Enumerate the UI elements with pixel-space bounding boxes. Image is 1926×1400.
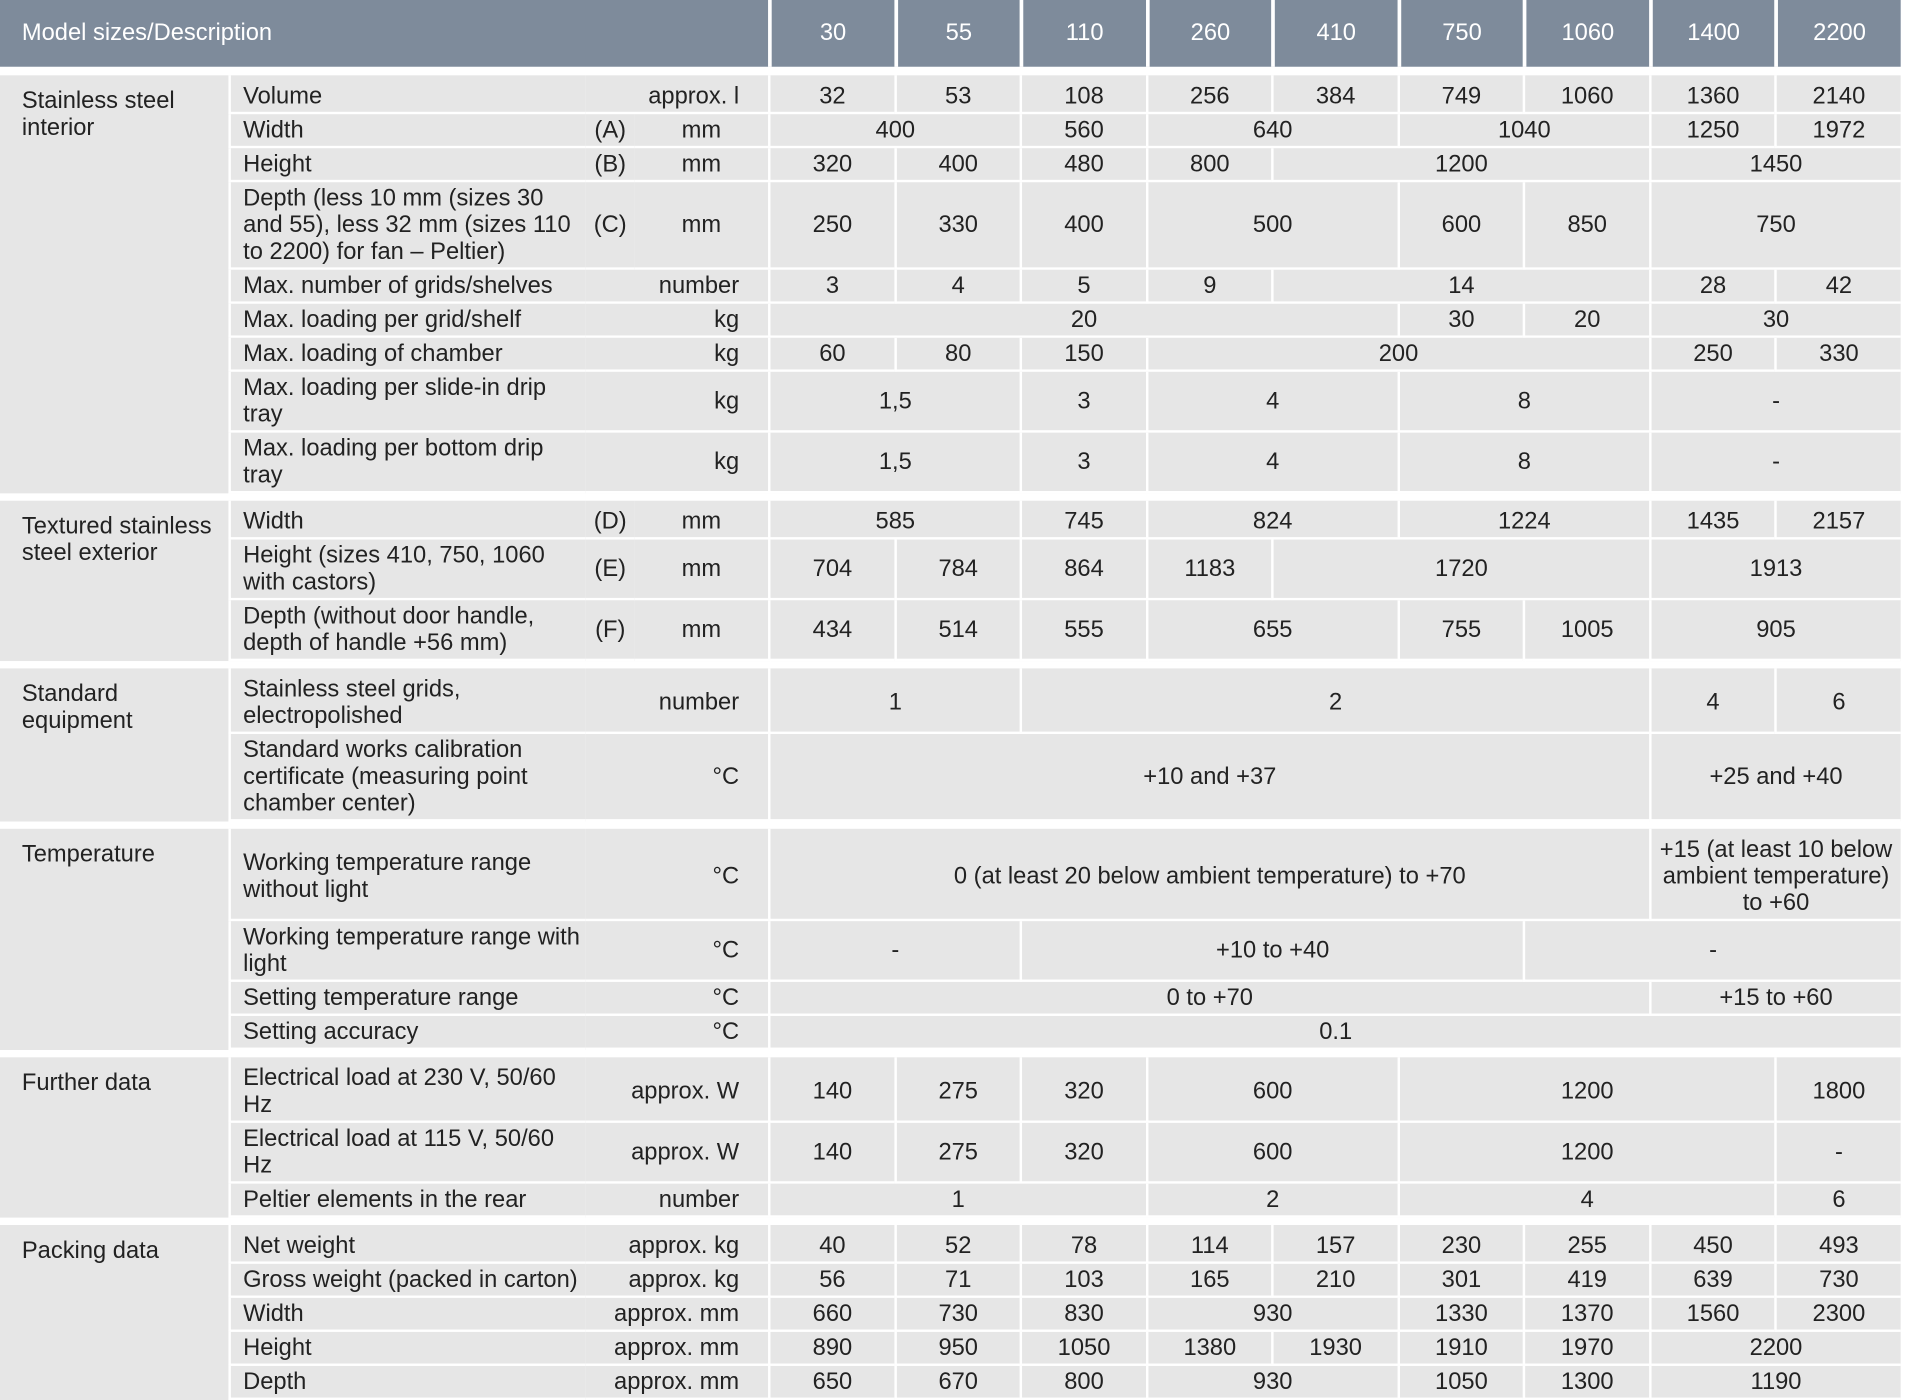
row-description: Stainless steel grids, electropolished [229, 668, 586, 734]
value-cell: 1250 [1649, 114, 1775, 148]
value-cell: 256 [1146, 75, 1272, 114]
value-cell: 1050 [1397, 1366, 1523, 1400]
row-description: Width [229, 1298, 586, 1332]
row-unit: approx. W [586, 1057, 768, 1123]
value-cell: - [1523, 921, 1901, 982]
value-cell: 1450 [1649, 148, 1901, 182]
value-cell: 165 [1146, 1264, 1272, 1298]
value-cell: 384 [1272, 75, 1398, 114]
table-row [0, 829, 1901, 921]
row-description: Electrical load at 230 V, 50/60 Hz [229, 1057, 586, 1123]
table-row [0, 182, 1901, 269]
row-unit: approx. kg [586, 1225, 768, 1264]
value-cell: 850 [1523, 182, 1649, 269]
section-title: Stainless steel interior [0, 75, 229, 493]
value-cell: 600 [1146, 1057, 1398, 1123]
value-cell: 1,5 [768, 372, 1020, 433]
value-cell: 400 [768, 114, 1020, 148]
row-description: Width [229, 114, 586, 148]
value-cell: 108 [1020, 75, 1146, 114]
value-cell: 53 [894, 75, 1020, 114]
table-row [0, 75, 1901, 114]
table-row [0, 1057, 1901, 1123]
value-cell: 1930 [1272, 1332, 1398, 1366]
header-model-1400: 1400 [1649, 0, 1775, 67]
value-cell: 1,5 [768, 433, 1020, 494]
row-description: Standard works calibration certificate (measuring point chamber center) [229, 734, 586, 822]
header-model-30: 30 [768, 0, 894, 67]
table-row [0, 304, 1901, 338]
value-cell: 5 [1020, 270, 1146, 304]
value-cell: 3 [1020, 433, 1146, 494]
value-cell: 670 [894, 1366, 1020, 1400]
value-cell: 800 [1146, 148, 1272, 182]
value-cell: 150 [1020, 338, 1146, 372]
row-description: Setting accuracy [229, 1016, 586, 1050]
header-model-260: 260 [1146, 0, 1272, 67]
value-cell: 1380 [1146, 1332, 1272, 1366]
row-unit: mm [635, 540, 769, 601]
value-cell: 20 [768, 304, 1397, 338]
value-cell: 71 [894, 1264, 1020, 1298]
value-cell: 60 [768, 338, 894, 372]
value-cell: 330 [1775, 338, 1901, 372]
value-cell: 52 [894, 1225, 1020, 1264]
value-cell: 210 [1272, 1264, 1398, 1298]
header-model-410: 410 [1272, 0, 1398, 67]
table-row [0, 1366, 1901, 1400]
header-model-1060: 1060 [1523, 0, 1649, 67]
value-cell: 157 [1272, 1225, 1398, 1264]
value-cell: 0.1 [768, 1016, 1900, 1050]
row-description: Gross weight (packed in carton) [229, 1264, 586, 1298]
value-cell: +25 and +40 [1649, 734, 1901, 822]
header-row [0, 0, 1901, 67]
value-cell: +15 (at least 10 below ambient temperature) to +60 [1649, 829, 1901, 921]
section-separator [0, 822, 1901, 829]
value-cell: 1190 [1649, 1366, 1901, 1400]
value-cell: 864 [1020, 540, 1146, 601]
value-cell: 4 [1397, 1184, 1774, 1218]
row-description: Height [229, 148, 586, 182]
row-description: Setting temperature range [229, 982, 586, 1016]
value-cell: 824 [1146, 501, 1398, 540]
value-cell: 514 [894, 600, 1020, 661]
table-row [0, 921, 1901, 982]
value-cell: 1330 [1397, 1298, 1523, 1332]
value-cell: 600 [1146, 1123, 1398, 1184]
value-cell: 749 [1397, 75, 1523, 114]
value-cell: 4 [1146, 433, 1398, 494]
table-row [0, 600, 1901, 661]
value-cell: 1 [768, 668, 1020, 734]
table-row [0, 1184, 1901, 1218]
row-description: Electrical load at 115 V, 50/60 Hz [229, 1123, 586, 1184]
value-cell: 600 [1397, 182, 1523, 269]
section-title: Further data [0, 1057, 229, 1217]
row-reference: (A) [586, 114, 635, 148]
row-description: Max. number of grids/shelves [229, 270, 586, 304]
value-cell: 1560 [1649, 1298, 1775, 1332]
table-row [0, 1123, 1901, 1184]
value-cell: 800 [1020, 1366, 1146, 1400]
value-cell: 1913 [1649, 540, 1901, 601]
header-model-750: 750 [1397, 0, 1523, 67]
value-cell: 1972 [1775, 114, 1901, 148]
value-cell: 4 [894, 270, 1020, 304]
row-unit: number [586, 270, 768, 304]
value-cell: 655 [1146, 600, 1398, 661]
value-cell: 905 [1649, 600, 1901, 661]
section-separator [0, 661, 1901, 668]
value-cell: 1050 [1020, 1332, 1146, 1366]
value-cell: 2157 [1775, 501, 1901, 540]
value-cell: 3 [1020, 372, 1146, 433]
row-unit: mm [635, 148, 769, 182]
value-cell: 1435 [1649, 501, 1775, 540]
value-cell: 890 [768, 1332, 894, 1366]
row-description: Volume [229, 75, 586, 114]
value-cell: 2300 [1775, 1298, 1901, 1332]
row-description: Working temperature range with light [229, 921, 586, 982]
value-cell: 1300 [1523, 1366, 1649, 1400]
value-cell: 2 [1146, 1184, 1398, 1218]
value-cell: 320 [1020, 1057, 1146, 1123]
value-cell: 450 [1649, 1225, 1775, 1264]
row-unit: number [586, 668, 768, 734]
row-unit: approx. kg [586, 1264, 768, 1298]
row-unit: approx. l [586, 75, 768, 114]
row-description: Width [229, 501, 586, 540]
section-title: Textured stainless steel exterior [0, 501, 229, 661]
row-description: Depth (without door handle, depth of handle +56 mm) [229, 600, 586, 661]
value-cell: 434 [768, 600, 894, 661]
row-description: Height (sizes 410, 750, 1060 with castors) [229, 540, 586, 601]
value-cell: 0 (at least 20 below ambient temperature) to +70 [768, 829, 1649, 921]
section-title: Packing data [0, 1225, 229, 1400]
table-row [0, 1225, 1901, 1264]
table-row [0, 1264, 1901, 1298]
value-cell: 1200 [1397, 1057, 1774, 1123]
value-cell: 56 [768, 1264, 894, 1298]
row-unit: mm [635, 182, 769, 269]
table-row [0, 540, 1901, 601]
value-cell: 1970 [1523, 1332, 1649, 1366]
section-separator [0, 1218, 1901, 1225]
row-reference: (D) [586, 501, 635, 540]
row-description: Max. loading per slide-in drip tray [229, 372, 586, 433]
row-reference: (C) [586, 182, 635, 269]
table-row [0, 372, 1901, 433]
row-unit: kg [586, 372, 768, 433]
row-unit: °C [586, 921, 768, 982]
row-reference: (E) [586, 540, 635, 601]
section-separator [0, 493, 1901, 500]
row-unit: °C [586, 1016, 768, 1050]
table-header [0, 0, 1901, 75]
value-cell: 1200 [1397, 1123, 1774, 1184]
value-cell: 330 [894, 182, 1020, 269]
value-cell: 78 [1020, 1225, 1146, 1264]
value-cell: 250 [1649, 338, 1775, 372]
row-unit: mm [635, 114, 769, 148]
section-title: Temperature [0, 829, 229, 1050]
value-cell: 555 [1020, 600, 1146, 661]
value-cell: 1370 [1523, 1298, 1649, 1332]
value-cell: +10 and +37 [768, 734, 1649, 822]
table-row [0, 114, 1901, 148]
row-unit: °C [586, 982, 768, 1016]
value-cell: - [1649, 372, 1901, 433]
header-model-110: 110 [1020, 0, 1146, 67]
value-cell: 500 [1146, 182, 1398, 269]
value-cell: 784 [894, 540, 1020, 601]
row-description: Working temperature range without light [229, 829, 586, 921]
value-cell: 480 [1020, 148, 1146, 182]
value-cell: 80 [894, 338, 1020, 372]
value-cell: 6 [1775, 668, 1901, 734]
table-row [0, 148, 1901, 182]
header-model-55: 55 [894, 0, 1020, 67]
value-cell: 103 [1020, 1264, 1146, 1298]
value-cell: 301 [1397, 1264, 1523, 1298]
row-unit: approx. W [586, 1123, 768, 1184]
value-cell: 930 [1146, 1366, 1398, 1400]
value-cell: 755 [1397, 600, 1523, 661]
row-unit: kg [586, 433, 768, 494]
value-cell: 493 [1775, 1225, 1901, 1264]
value-cell: 950 [894, 1332, 1020, 1366]
row-description: Net weight [229, 1225, 586, 1264]
row-unit: approx. mm [586, 1298, 768, 1332]
value-cell: 1720 [1272, 540, 1649, 601]
value-cell: - [768, 921, 1020, 982]
value-cell: 1910 [1397, 1332, 1523, 1366]
row-unit: kg [586, 304, 768, 338]
table-row [0, 668, 1901, 734]
value-cell: 42 [1775, 270, 1901, 304]
value-cell: 560 [1020, 114, 1146, 148]
value-cell: 1183 [1146, 540, 1272, 601]
row-unit: mm [635, 501, 769, 540]
row-unit: approx. mm [586, 1366, 768, 1400]
value-cell: 730 [894, 1298, 1020, 1332]
row-description: Height [229, 1332, 586, 1366]
table-row [0, 1332, 1901, 1366]
value-cell: 40 [768, 1225, 894, 1264]
value-cell: 1224 [1397, 501, 1649, 540]
row-reference: (F) [586, 600, 635, 661]
row-description: Peltier elements in the rear [229, 1184, 586, 1218]
value-cell: 20 [1523, 304, 1649, 338]
value-cell: 400 [894, 148, 1020, 182]
value-cell: 320 [768, 148, 894, 182]
value-cell: 2 [1020, 668, 1649, 734]
value-cell: 275 [894, 1057, 1020, 1123]
table-row [0, 338, 1901, 372]
table-row [0, 982, 1901, 1016]
value-cell: 1040 [1397, 114, 1649, 148]
value-cell: 660 [768, 1298, 894, 1332]
value-cell: 2140 [1775, 75, 1901, 114]
value-cell: 745 [1020, 501, 1146, 540]
value-cell: 230 [1397, 1225, 1523, 1264]
value-cell: 30 [1397, 304, 1523, 338]
value-cell: 9 [1146, 270, 1272, 304]
value-cell: +15 to +60 [1649, 982, 1901, 1016]
value-cell: 255 [1523, 1225, 1649, 1264]
row-unit: °C [586, 829, 768, 921]
row-description: Max. loading of chamber [229, 338, 586, 372]
value-cell: 28 [1649, 270, 1775, 304]
table-row [0, 734, 1901, 822]
table-row [0, 501, 1901, 540]
value-cell: 4 [1649, 668, 1775, 734]
value-cell: 930 [1146, 1298, 1398, 1332]
header-model-2200: 2200 [1775, 0, 1901, 67]
value-cell: 114 [1146, 1225, 1272, 1264]
value-cell: 650 [768, 1366, 894, 1400]
row-unit: number [586, 1184, 768, 1218]
table-row [0, 1016, 1901, 1050]
value-cell: 830 [1020, 1298, 1146, 1332]
section-separator [0, 1050, 1901, 1057]
value-cell: 3 [768, 270, 894, 304]
row-reference: (B) [586, 148, 635, 182]
value-cell: - [1649, 433, 1901, 494]
row-description: Max. loading per bottom drip tray [229, 433, 586, 494]
row-unit: °C [586, 734, 768, 822]
value-cell: 639 [1649, 1264, 1775, 1298]
value-cell: 400 [1020, 182, 1146, 269]
value-cell: 200 [1146, 338, 1649, 372]
value-cell: 0 to +70 [768, 982, 1649, 1016]
section-title: Standard equipment [0, 668, 229, 821]
value-cell: 640 [1146, 114, 1398, 148]
row-description: Max. loading per grid/shelf [229, 304, 586, 338]
value-cell: - [1775, 1123, 1901, 1184]
value-cell: 4 [1146, 372, 1398, 433]
value-cell: 2200 [1649, 1332, 1901, 1366]
value-cell: 30 [1649, 304, 1901, 338]
value-cell: 140 [768, 1123, 894, 1184]
header-description: Model sizes/Description [0, 0, 768, 67]
value-cell: 1200 [1272, 148, 1649, 182]
value-cell: 704 [768, 540, 894, 601]
row-unit: approx. mm [586, 1332, 768, 1366]
row-unit: kg [586, 338, 768, 372]
value-cell: 8 [1397, 433, 1649, 494]
row-unit: mm [635, 600, 769, 661]
value-cell: 275 [894, 1123, 1020, 1184]
value-cell: 1360 [1649, 75, 1775, 114]
value-cell: 1005 [1523, 600, 1649, 661]
value-cell: 8 [1397, 372, 1649, 433]
value-cell: 320 [1020, 1123, 1146, 1184]
table-row [0, 1298, 1901, 1332]
table-body [0, 75, 1901, 1400]
value-cell: 1060 [1523, 75, 1649, 114]
value-cell: 32 [768, 75, 894, 114]
value-cell: +10 to +40 [1020, 921, 1523, 982]
value-cell: 750 [1649, 182, 1901, 269]
row-description: Depth (less 10 mm (sizes 30 and 55), less 32 mm (sizes 110 to 2200) for fan – Peltier) [229, 182, 586, 269]
value-cell: 419 [1523, 1264, 1649, 1298]
table-row [0, 433, 1901, 494]
row-description: Depth [229, 1366, 586, 1400]
value-cell: 6 [1775, 1184, 1901, 1218]
value-cell: 140 [768, 1057, 894, 1123]
value-cell: 14 [1272, 270, 1649, 304]
value-cell: 1 [768, 1184, 1145, 1218]
value-cell: 1800 [1775, 1057, 1901, 1123]
table-row [0, 270, 1901, 304]
value-cell: 730 [1775, 1264, 1901, 1298]
value-cell: 585 [768, 501, 1020, 540]
value-cell: 250 [768, 182, 894, 269]
